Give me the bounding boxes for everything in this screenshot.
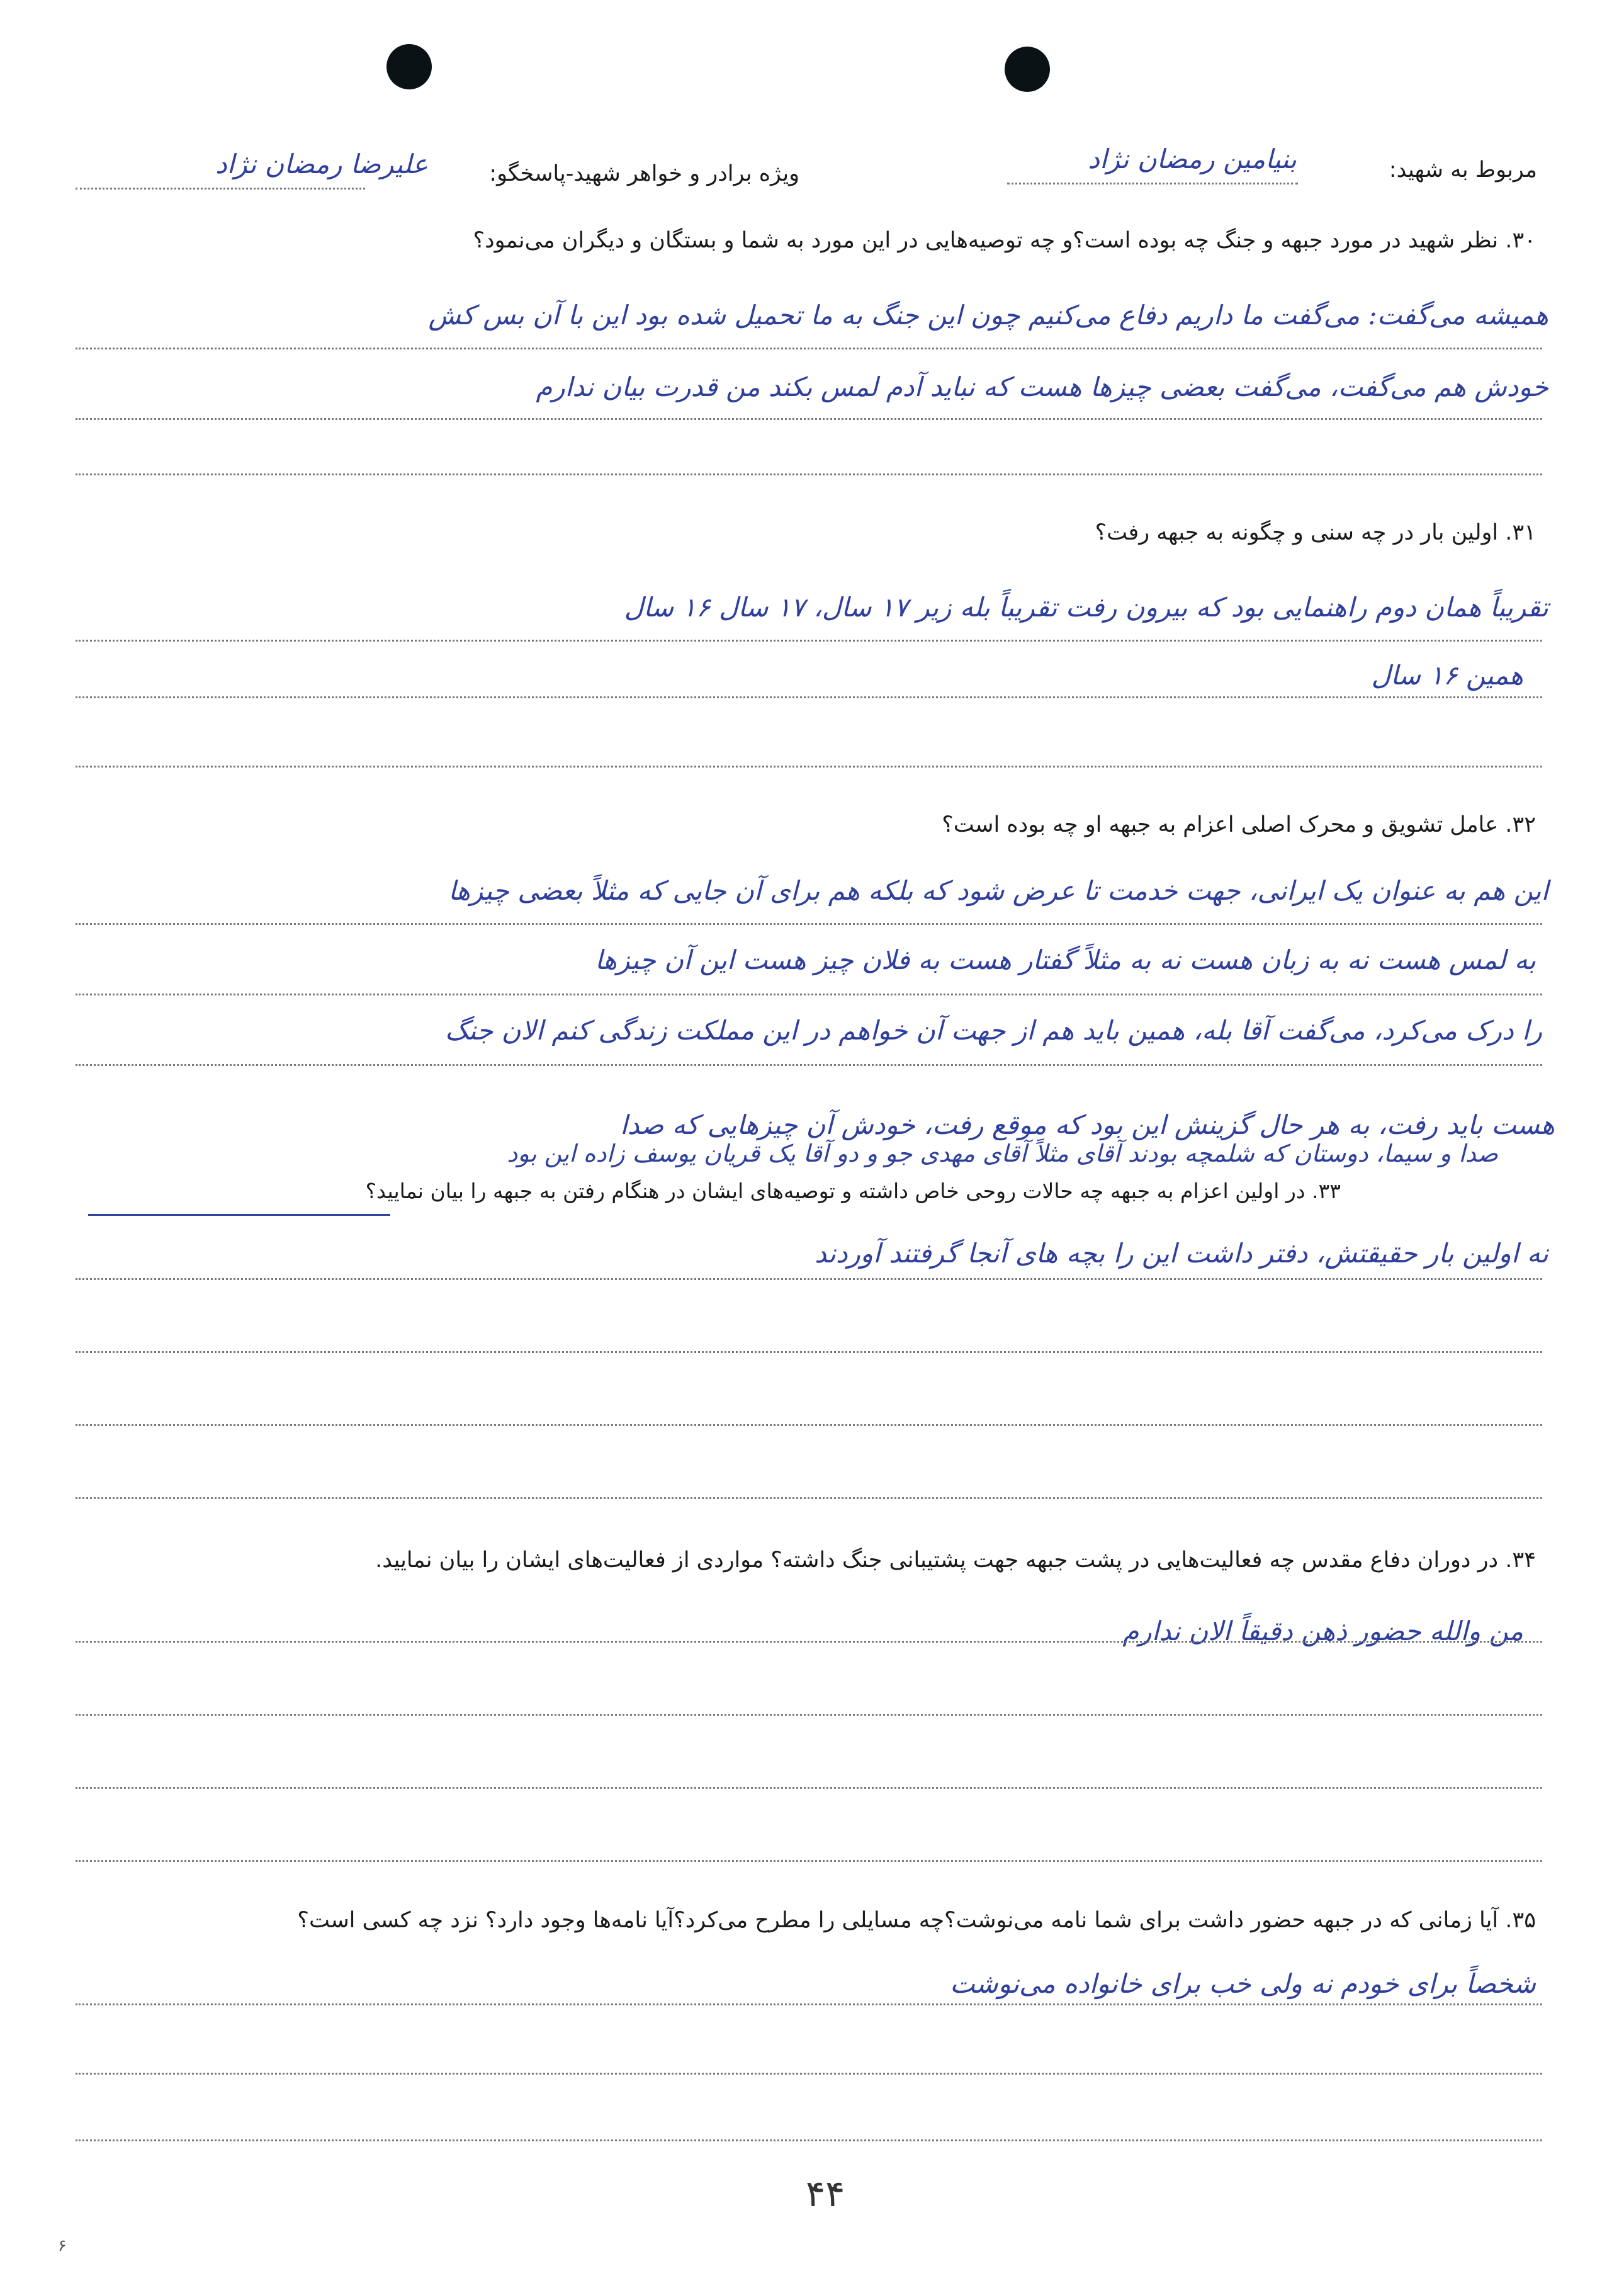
question-32 [942, 812, 1536, 837]
answer-30-line-2: خودش هم می‌گفت، می‌گفت بعضی چیزها هست که نباید آدم لمس بکند من قدرت بیان ندارم [536, 371, 1548, 402]
respondent-name: علیرضا رمضان نژاد [215, 149, 428, 179]
answer-34-line-1: من والله حضور ذهن دقیقاً الان ندارم [1122, 1616, 1523, 1646]
question-30 [473, 228, 1536, 253]
answer-line [76, 1351, 1542, 1353]
question-text: در اولین اعزام به جبهه چه حالات روحی خاص داشته و توصیه‌های ایشان در هنگام رفتن به جبهه را بیان نمایید؟ [365, 1179, 1305, 1203]
question-number: ۳۲. [1505, 812, 1536, 837]
answer-line [76, 640, 1542, 642]
corner-mark: ۶ [58, 2236, 67, 2255]
answer-line [76, 418, 1542, 420]
underline-stroke [88, 1214, 390, 1216]
page-number: ۴۴ [806, 2172, 845, 2215]
answer-line [76, 1064, 1542, 1066]
answer-line [76, 1424, 1542, 1426]
answer-line [76, 473, 1542, 475]
answer-30-line-1: همیشه می‌گفت: می‌گفت ما داریم دفاع می‌کنیم چون این جنگ به ما تحمیل شده بود این با آن بس کش [428, 300, 1548, 331]
answer-line [76, 1278, 1542, 1280]
martyr-label: مربوط به شهید: [1389, 157, 1537, 183]
question-number: ۳۱. [1505, 520, 1536, 545]
answer-line [76, 1497, 1542, 1499]
answer-line [76, 1860, 1542, 1862]
answer-line [76, 348, 1542, 349]
martyr-name: بنیامین رمضان نژاد [1088, 144, 1297, 174]
answer-31-line-2: همین ۱۶ سال [1371, 660, 1523, 691]
question-number: ۳۳. [1312, 1179, 1341, 1203]
answer-31-line-1: تقریباً همان دوم راهنمایی بود که بیرون رفت تقریباً بله زیر ۱۷ سال، ۱۷ سال ۱۶ سال [624, 592, 1548, 623]
answer-32-line-1: این هم به عنوان یک ایرانی، جهت خدمت تا عرض شود که بلکه هم برای آن جایی که مثلاً بعضی چیزها [448, 875, 1548, 906]
respondent-name-line [76, 188, 365, 190]
question-35 [297, 1908, 1536, 1933]
answer-line [76, 766, 1542, 768]
answer-line [76, 2003, 1542, 2005]
answer-32-line-4: هست باید رفت، به هر حال گزینش این بود که موقع رفت، خودش آن چیزهایی که صدا [620, 1109, 1555, 1140]
answer-line [76, 1641, 1542, 1643]
question-text: نظر شهید در مورد جبهه و جنگ چه بوده است؟و چه توصیه‌هایی در این مورد به شما و بستگان و دیگران می‌نمود؟ [473, 228, 1499, 253]
question-number: ۳۵. [1505, 1908, 1536, 1933]
question-text: در دوران دفاع مقدس چه فعالیت‌هایی در پشت جبهه جهت پشتیبانی جنگ داشته؟ مواردی از فعالیت‌های ایشان را بیان نمایید. [375, 1548, 1499, 1573]
answer-32-line-5: صدا و سیما، دوستان که شلمچه بودند آقای مثلاً آقای مهدی جو و دو آقا یک قریان یوسف زاده این بود [507, 1140, 1498, 1167]
question-31 [1095, 520, 1536, 545]
answer-line [76, 696, 1542, 698]
question-text: عامل تشویق و محرک اصلی اعزام به جبهه او چه بوده است؟ [942, 812, 1499, 837]
answer-32-line-2: به لمس هست نه به زبان هست نه به مثلاً گفتار هست به فلان چیز هست این آن چیزها [595, 944, 1536, 975]
form-type: ویژه برادر و خواهر شهید-پاسخگو: [489, 161, 799, 186]
answer-35-line-1: شخصاً برای خودم نه ولی خب برای خانواده می‌نوشت [950, 1968, 1536, 1999]
question-number: ۳۴. [1505, 1548, 1536, 1573]
question-34 [375, 1548, 1536, 1573]
punch-hole-left [386, 44, 432, 89]
question-number: ۳۰. [1505, 228, 1536, 253]
answer-line [76, 2073, 1542, 2075]
answer-line [76, 994, 1542, 995]
question-text: آیا زمانی که در جبهه حضور داشت برای شما نامه می‌نوشت؟چه مسایلی را مطرح می‌کرد؟آیا نامه‌ها وجود دارد؟ نزد چه کسی است؟ [297, 1908, 1499, 1933]
question-33 [366, 1179, 1341, 1203]
punch-hole-right [1005, 47, 1050, 92]
answer-33-line-1: نه اولین بار حقیقتش، دفتر داشت این را بچه های آنجا گرفتند آوردند [815, 1238, 1548, 1269]
martyr-name-line [1007, 183, 1298, 184]
answer-line [76, 1787, 1542, 1789]
answer-line [76, 923, 1542, 925]
question-text: اولین بار در چه سنی و چگونه به جبهه رفت؟ [1095, 520, 1499, 545]
answer-line [76, 2139, 1542, 2141]
answer-32-line-3: را درک می‌کرد، می‌گفت آقا بله، همین باید هم از جهت آن خواهم در این مملکت زندگی کنم الان جنگ [445, 1015, 1542, 1046]
answer-line [76, 1714, 1542, 1716]
